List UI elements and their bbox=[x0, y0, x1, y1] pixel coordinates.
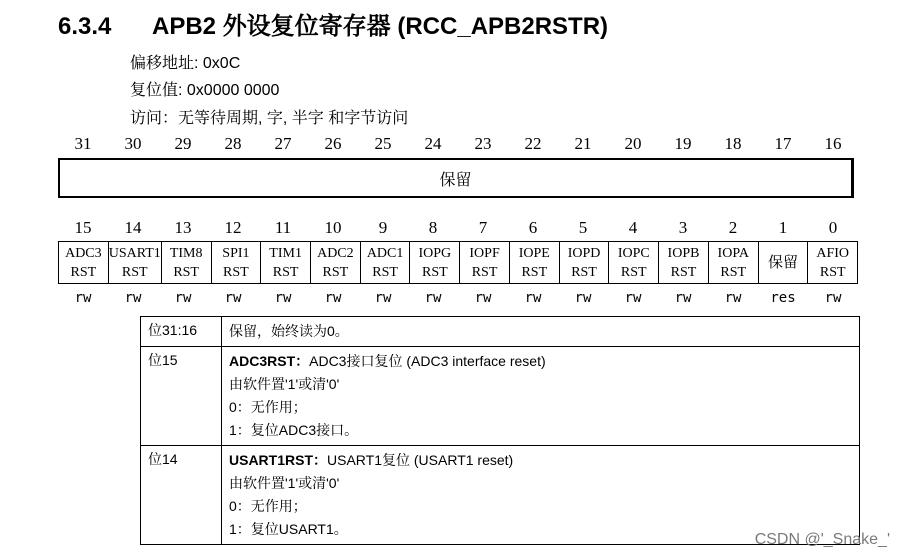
access-type: rw bbox=[674, 290, 692, 306]
bit-number: 3 bbox=[678, 218, 688, 237]
field-suffix: RST bbox=[372, 264, 398, 280]
field-suffix: RST bbox=[272, 264, 299, 280]
upper-bit-numbers bbox=[58, 134, 858, 154]
bit-number: 14 bbox=[124, 218, 142, 237]
field-title: USART1RST： bbox=[229, 452, 328, 468]
description-line: 保留，始终读为0。 bbox=[229, 323, 349, 339]
field-spi1rst bbox=[211, 242, 261, 283]
bit-number: 12 bbox=[224, 218, 242, 237]
access-type: rw bbox=[74, 290, 92, 306]
field-name: IOPF bbox=[469, 245, 500, 261]
access-type: rw bbox=[824, 290, 842, 306]
bit-number: 31 bbox=[74, 134, 92, 153]
table-row bbox=[141, 446, 860, 545]
bit-description-table bbox=[140, 316, 860, 545]
bit-range: 位14 bbox=[141, 446, 222, 545]
access-type: rw bbox=[524, 290, 542, 306]
description-line: 0：无作用； bbox=[229, 399, 307, 415]
access-type: rw bbox=[424, 290, 442, 306]
reset-value: 复位值: 0x0000 0000 bbox=[130, 82, 280, 99]
table-row bbox=[141, 317, 860, 347]
bit-number: 30 bbox=[124, 134, 142, 153]
field-suffix: RST bbox=[720, 264, 747, 280]
bit-number: 25 bbox=[374, 134, 392, 153]
description-title bbox=[229, 449, 852, 472]
field-name: IOPE bbox=[518, 245, 550, 261]
bit-number: 29 bbox=[174, 134, 192, 153]
lower-bit-fields bbox=[58, 241, 858, 284]
bit-number: 1 bbox=[778, 218, 788, 237]
field-name: ADC2 bbox=[317, 245, 354, 261]
bit-number: 27 bbox=[274, 134, 292, 153]
bit-number: 18 bbox=[724, 134, 742, 153]
field-name: IOPG bbox=[418, 245, 452, 261]
field-reserved-bit1 bbox=[758, 242, 808, 283]
access-type: rw bbox=[324, 290, 342, 306]
bit-number: 2 bbox=[728, 218, 738, 237]
field-usart1rst bbox=[108, 242, 161, 283]
field-name: IOPC bbox=[617, 245, 650, 261]
access-type: rw bbox=[124, 290, 142, 306]
bit-number: 15 bbox=[74, 218, 92, 237]
field-suffix: RST bbox=[70, 264, 97, 280]
section-heading bbox=[58, 6, 608, 41]
bit-number: 9 bbox=[378, 218, 388, 237]
field-name: IOPB bbox=[667, 245, 700, 261]
offset-address: 偏移地址: 0x0C bbox=[130, 55, 241, 72]
access-type: rw bbox=[174, 290, 192, 306]
bit-description bbox=[222, 446, 860, 545]
field-suffix: RST bbox=[322, 264, 349, 280]
bit-number: 5 bbox=[578, 218, 588, 237]
field-iopbrst bbox=[658, 242, 708, 283]
bit-number: 19 bbox=[674, 134, 692, 153]
field-name: TIM8 bbox=[169, 245, 203, 261]
watermark: CSDN @'_Snake_' bbox=[754, 531, 890, 548]
field-ioparst bbox=[708, 242, 758, 283]
field-suffix: RST bbox=[521, 264, 548, 280]
field-tim8rst bbox=[161, 242, 211, 283]
section-title: APB2 外设复位寄存器 (RCC_APB2RSTR) bbox=[152, 13, 609, 40]
bit-description bbox=[222, 317, 860, 347]
field-iopfrst bbox=[459, 242, 509, 283]
access-type: rw bbox=[724, 290, 742, 306]
field-adc3rst bbox=[59, 242, 108, 283]
access-info: 访问：无等待周期, 字, 半字 和字节访问 bbox=[130, 110, 409, 127]
access-type: rw bbox=[474, 290, 492, 306]
field-name: IOPA bbox=[717, 245, 749, 261]
field-ioperst bbox=[509, 242, 559, 283]
field-suffix: RST bbox=[121, 264, 148, 280]
bit-number: 26 bbox=[324, 134, 342, 153]
access-type: rw bbox=[624, 290, 642, 306]
bit-number: 13 bbox=[174, 218, 192, 237]
field-tim1rst bbox=[260, 242, 310, 283]
bit-number: 28 bbox=[224, 134, 242, 153]
field-suffix: RST bbox=[173, 264, 199, 280]
field-suffix: RST bbox=[223, 264, 249, 280]
description-title bbox=[229, 350, 852, 373]
field-name: ADC1 bbox=[366, 245, 404, 261]
table-row bbox=[141, 347, 860, 446]
field-name: SPI1 bbox=[222, 245, 250, 261]
bit-number: 4 bbox=[628, 218, 638, 237]
bit-number: 6 bbox=[528, 218, 538, 237]
field-iopcrst bbox=[608, 242, 658, 283]
field-suffix: RST bbox=[670, 264, 697, 280]
bit-description bbox=[222, 347, 860, 446]
bit-range: 位15 bbox=[141, 347, 222, 446]
bit-number: 11 bbox=[274, 218, 292, 237]
bit-number: 21 bbox=[574, 134, 592, 153]
field-iopgrst bbox=[409, 242, 459, 283]
bit-number: 7 bbox=[478, 218, 488, 237]
access-type: rw bbox=[574, 290, 592, 306]
description-line: 由软件置'1'或清'0' bbox=[229, 376, 340, 392]
access-type: rw bbox=[224, 290, 242, 306]
bit-number: 22 bbox=[524, 134, 542, 153]
field-name: ADC3 bbox=[65, 245, 102, 261]
bit-number: 16 bbox=[824, 134, 842, 153]
reserved-label: 保留 bbox=[439, 171, 472, 189]
bit-number: 10 bbox=[324, 218, 342, 237]
field-iopdrst bbox=[559, 242, 609, 283]
field-name: IOPD bbox=[567, 245, 601, 261]
field-suffix: RST bbox=[819, 264, 846, 280]
description-line: 1：复位ADC3接口。 bbox=[229, 422, 359, 438]
section-number: 6.3.4 bbox=[58, 13, 112, 40]
description-line: 1：复位USART1。 bbox=[229, 521, 348, 537]
lower-bit-numbers bbox=[58, 218, 858, 238]
description-line: 0：无作用； bbox=[229, 498, 307, 514]
bit-number: 0 bbox=[828, 218, 838, 237]
field-suffix: RST bbox=[571, 264, 597, 280]
field-suffix: RST bbox=[620, 264, 647, 280]
field-suffix: RST bbox=[471, 264, 498, 280]
bit-number: 20 bbox=[624, 134, 642, 153]
bit-number: 24 bbox=[424, 134, 442, 153]
field-name: USART1 bbox=[108, 245, 161, 261]
field-suffix: RST bbox=[421, 264, 448, 280]
field-title-rest: USART1复位 (USART1 reset) bbox=[327, 452, 514, 468]
field-name: 保留 bbox=[767, 254, 798, 271]
field-name: AFIO bbox=[816, 245, 850, 261]
access-type: res bbox=[770, 290, 796, 306]
field-name: TIM1 bbox=[269, 245, 302, 261]
field-afiorst bbox=[807, 242, 857, 283]
field-title: ADC3RST： bbox=[229, 353, 310, 369]
bit-number: 23 bbox=[474, 134, 492, 153]
bit-range: 位31:16 bbox=[141, 317, 222, 347]
bit-number: 17 bbox=[774, 134, 792, 153]
access-type: rw bbox=[374, 290, 392, 306]
field-title-rest: ADC3接口复位 (ADC3 interface reset) bbox=[309, 353, 546, 369]
bit-number: 8 bbox=[428, 218, 438, 237]
field-adc2rst bbox=[310, 242, 360, 283]
reserved-upper-field bbox=[58, 158, 854, 198]
description-line: 由软件置'1'或清'0' bbox=[229, 475, 340, 491]
access-type: rw bbox=[274, 290, 292, 306]
field-adc1rst bbox=[360, 242, 410, 283]
access-types-row bbox=[58, 290, 858, 306]
